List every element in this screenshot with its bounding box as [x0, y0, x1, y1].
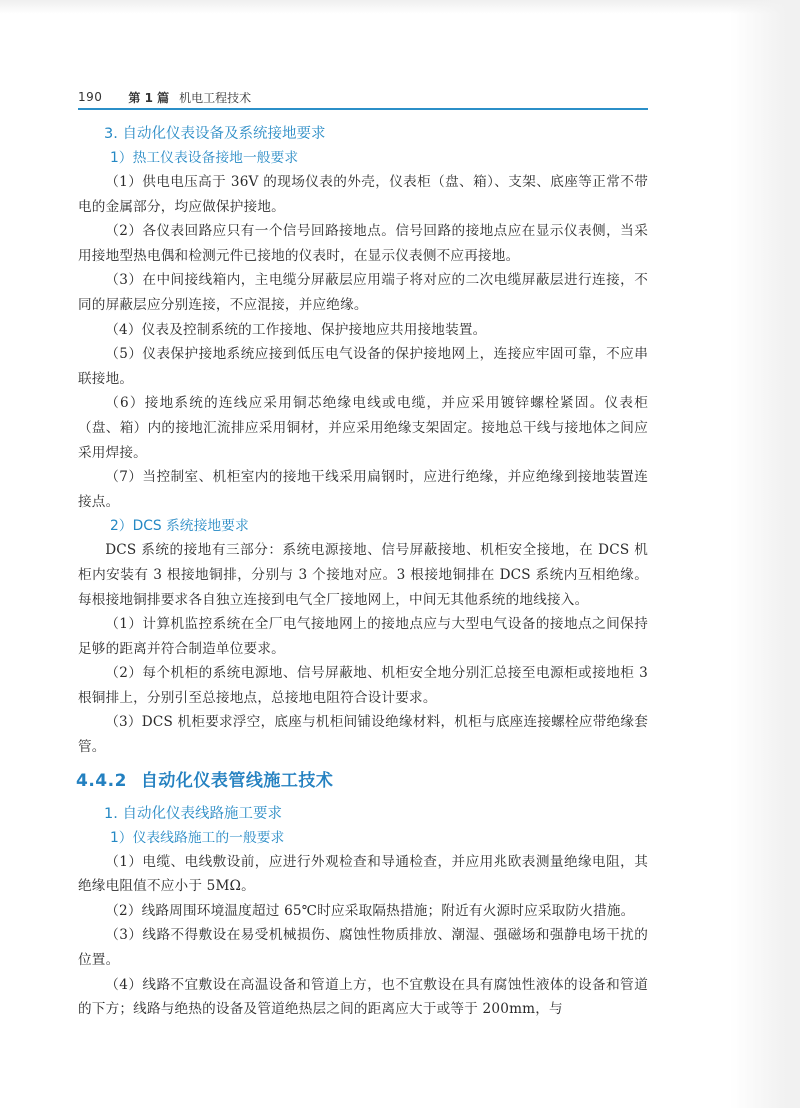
paragraph: （4）仪表及控制系统的工作接地、保护接地应共用接地装置。 — [105, 321, 487, 338]
subsection-2-title: 2）DCS 系统接地要求 — [110, 518, 249, 535]
paragraph: （3）线路不得敷设在易受机械损伤、腐蚀性物质排放、潮湿、强磁场和强静电场干扰的位置。 — [78, 927, 648, 969]
paragraph: （2）线路周围环境温度超过 65℃时应采取隔热措施；附近有火源时应采取防火措施。 — [105, 902, 635, 919]
part-label: 第 1 篇 — [128, 90, 170, 105]
paragraph: （6）接地系统的连线应采用铜芯绝缘电线或电缆，并应采用镀锌螺栓紧固。仪表柜（盘、箱）内的接地汇流排应采用铜材，并应采用绝缘支架固定。接地总干线与接地体之间应采用焊接。 — [78, 395, 648, 461]
paragraph: DCS 系统的接地有三部分：系统电源接地、信号屏蔽接地、机柜安全接地，在 DCS 机柜内安装有 3 根接地铜排，分别与 3 个接地对应。3 根接地铜排在 DCS 系统内互相绝缘。每根接地铜排要求各自独立连接到电气全厂接地网上，中间无其他系统的地线接入。 — [78, 542, 648, 608]
scan-edge-shade — [730, 0, 800, 1108]
paragraph: （5）仪表保护接地系统应接到低压电气设备的保护接地网上，连接应牢固可靠，不应串联接地。 — [78, 346, 648, 387]
section-1-title: 1. 自动化仪表线路施工要求 — [104, 805, 282, 822]
paragraph: （2）各仪表回路应只有一个信号回路接地点。信号回路的接地点应在显示仪表侧，当采用接地型热电偶和检测元件已接地的仪表时，在显示仪表侧不应再接地。 — [78, 223, 648, 264]
paragraph: （1）计算机监控系统在全厂电气接地网上的接地点应与大型电气设备的接地点之间保持足够的距离并符合制造单位要求。 — [78, 616, 648, 657]
part-title: 机电工程技术 — [179, 90, 252, 105]
section-title: 自动化仪表管线施工技术 — [140, 770, 334, 791]
paragraph: （4）线路不宜敷设在高温设备和管道上方，也不宜敷设在具有腐蚀性液体的设备和管道的下方；线路与绝热的设备及管道绝热层之间的距离应大于或等于 200mm，与 — [78, 976, 648, 1018]
paragraph: （3）在中间接线箱内，主电缆分屏蔽层应用端子将对应的二次电缆屏蔽层进行连接，不同的屏蔽层应分别连接，不应混接，并应绝缘。 — [78, 272, 648, 313]
section-4-4-2-heading — [76, 766, 648, 796]
paragraph: （3）DCS 机柜要求浮空，底座与机柜间铺设绝缘材料，机柜与底座连接螺栓应带绝缘套管。 — [78, 714, 648, 756]
running-header — [78, 87, 648, 107]
page-content — [78, 120, 648, 1022]
paragraph: （7）当控制室、机柜室内的接地干线采用扁钢时，应进行绝缘，并应绝缘到接地装置连接点。 — [78, 469, 648, 510]
header-rule — [78, 108, 648, 110]
paragraph: （1）供电电压高于 36V 的现场仪表的外壳，仪表柜（盘、箱）、支架、底座等正常不带电的金属部分，均应做保护接地。 — [78, 174, 648, 215]
paragraph: （2）每个机柜的系统电源地、信号屏蔽地、机柜安全地分别汇总接至电源柜或接地柜 3 根铜排上，分别引至总接地点，总接地电阻符合设计要求。 — [78, 665, 648, 706]
subsection-1-title: 1）热工仪表设备接地一般要求 — [110, 150, 299, 166]
section-number: 4.4.2 — [76, 770, 127, 791]
section-3-title: 3. 自动化仪表设备及系统接地要求 — [104, 126, 326, 142]
scan-top-band — [0, 0, 800, 14]
subsection-1-title: 1）仪表线路施工的一般要求 — [110, 829, 285, 846]
page-number: 190 — [78, 90, 103, 104]
paragraph: （1）电缆、电线敷设前，应进行外观检查和导通检查，并应用兆欧表测量绝缘电阻，其绝缘电阻值不应小于 5MΩ。 — [78, 853, 648, 895]
